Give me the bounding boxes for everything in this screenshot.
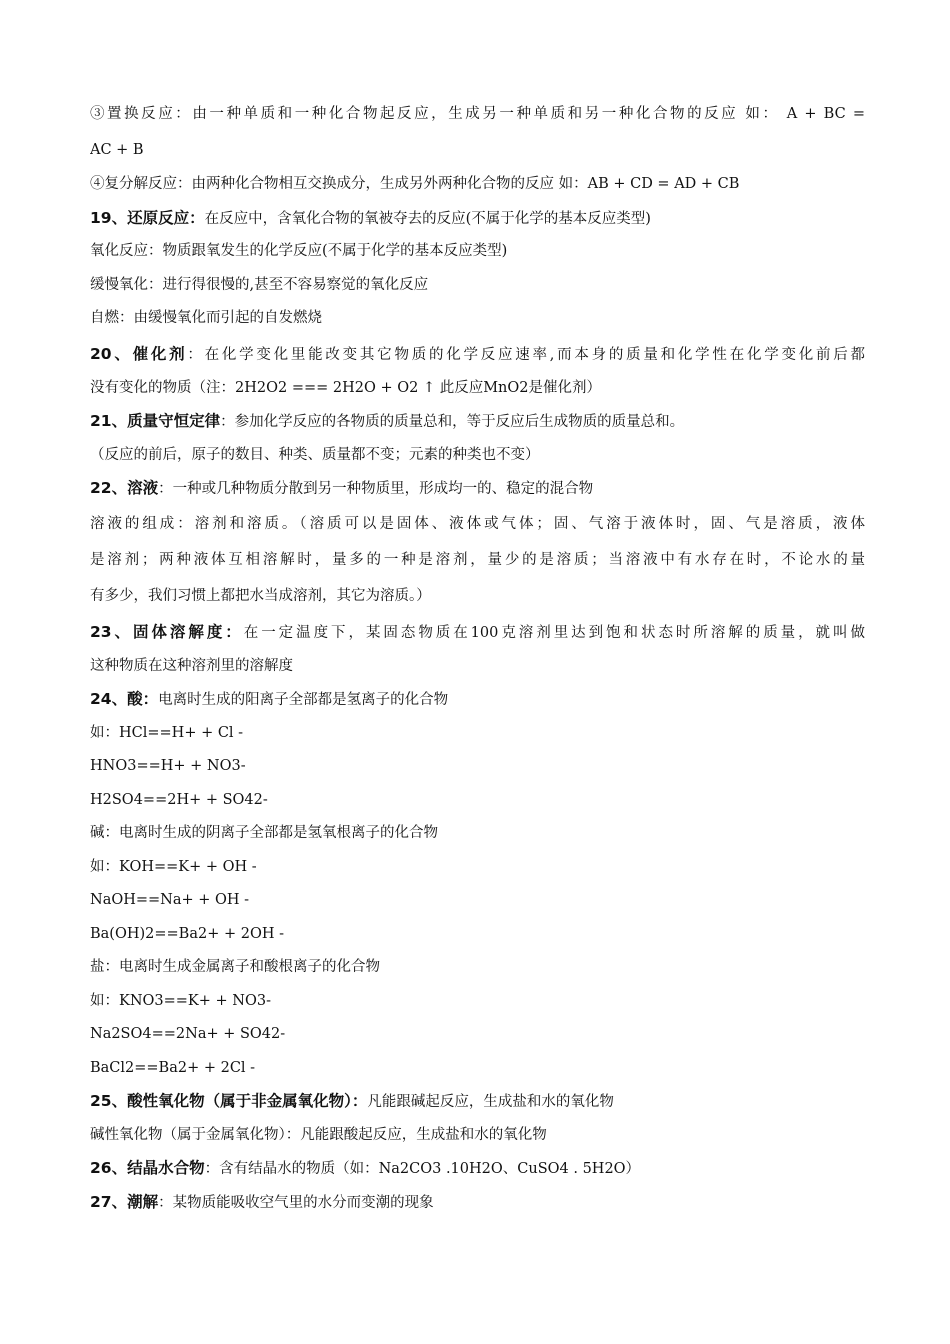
text-line-slow-oxidation: 缓慢氧化：进行得很慢的,甚至不容易察觉的氧化反应 <box>90 276 429 293</box>
text-line-solution-composition: 溶液的组成：溶剂和溶质。（溶质可以是固体、液体或气体；固、气溶于液体时，固、气是溶质，液体 <box>90 515 865 532</box>
heading-27-deliquescence: 27、潮解：某物质能吸收空气里的水分而变潮的现象 <box>90 1192 434 1211</box>
heading-19-reduction: 19、还原反应：在反应中，含氧化合物的氧被夺去的反应(不属于化学的基本反应类型) <box>90 208 651 227</box>
text-line-basic-oxide: 碱性氧化物（属于金属氧化物）：凡能跟酸起反应，生成盐和水的氧化物 <box>90 1126 547 1143</box>
text-line-oxidation: 氧化反应：物质跟氧发生的化学反应(不属于化学的基本反应类型) <box>90 243 508 259</box>
equation-h2so4: H2SO4==2H+ + SO42- <box>90 791 268 808</box>
equation-kno3: 如：KNO3==K+ + NO3- <box>90 992 271 1009</box>
term-label: 19、还原反应： <box>90 208 205 227</box>
equation-hcl: 如：HCl==H+ + Cl - <box>90 724 244 741</box>
term-label: 25、酸性氧化物（属于非金属氧化物）： <box>90 1092 368 1110</box>
term-label: 24、酸： <box>90 690 159 708</box>
heading-25-acidic-oxide: 25、酸性氧化物（属于非金属氧化物）：凡能跟碱起反应，生成盐和水的氧化物 <box>90 1092 614 1110</box>
text-line-double-decomposition: ④复分解反应：由两种化合物相互交换成分，生成另外两种化合物的反应 如：AB + CD = AD + CB <box>90 176 740 192</box>
text-line-base: 碱：电离时生成的阴离子全部都是氢氧根离子的化合物 <box>90 825 438 841</box>
heading-20-catalyst: 20、催化剂：在化学变化里能改变其它物质的化学反应速率,而本身的质量和化学性在化学变化前后都 <box>90 344 865 363</box>
heading-24-acid: 24、酸：电离时生成的阳离子全部都是氢离子的化合物 <box>90 690 449 708</box>
document-page <box>90 96 865 1219</box>
term-label: 27、潮解 <box>90 1192 159 1211</box>
term-label: 26、结晶水合物 <box>90 1159 205 1177</box>
text-line-displacement-reaction: ③置换反应：由一种单质和一种化合物起反应，生成另一种单质和另一种化合物的反应 如： A + BC = <box>90 106 865 122</box>
term-label: 23、固体溶解度： <box>90 622 244 641</box>
heading-23-solubility: 23、固体溶解度：在一定温度下，某固态物质在100克溶剂里达到饱和状态时所溶解的质量，就叫做 <box>90 622 865 641</box>
text-line-catalyst-note: 没有变化的物质（注：2H2O2 === 2H2O + O2 ↑ 此反应MnO2是催化剂） <box>90 379 602 396</box>
heading-22-solution: 22、溶液：一种或几种物质分散到另一种物质里，形成均一的、稳定的混合物 <box>90 479 594 497</box>
heading-21-mass-conservation: 21、质量守恒定律：参加化学反应的各物质的质量总和，等于反应后生成物质的质量总和。 <box>90 412 685 430</box>
equation-koh: 如：KOH==K+ + OH - <box>90 858 257 875</box>
equation-baoh2: Ba(OH)2==Ba2+ + 2OH - <box>90 925 284 942</box>
term-label: 20、催化剂 <box>90 344 188 363</box>
text-line-solubility-cont: 这种物质在这种溶剂里的溶解度 <box>90 657 293 674</box>
text-line-spontaneous-combustion: 自燃：由缓慢氧化而引起的自发燃烧 <box>90 310 322 326</box>
text-line-mass-conservation-note: （反应的前后，原子的数目、种类、质量都不变；元素的种类也不变） <box>90 446 540 463</box>
equation-hno3: HNO3==H+ + NO3- <box>90 758 246 774</box>
text-line-solution-composition-3: 有多少，我们习惯上都把水当成溶剂，其它为溶质。） <box>90 587 431 604</box>
heading-26-hydrate: 26、结晶水合物：含有结晶水的物质（如：Na2CO3 .10H2O、CuSO4 . 5H2O） <box>90 1159 641 1177</box>
text-line-salt: 盐：电离时生成金属离子和酸根离子的化合物 <box>90 959 380 975</box>
equation-naoh: NaOH==Na+ + OH - <box>90 892 250 908</box>
term-label: 21、质量守恒定律 <box>90 412 221 430</box>
equation-na2so4: Na2SO4==2Na+ + SO42- <box>90 1026 286 1042</box>
equation-bacl2: BaCl2==Ba2+ + 2Cl - <box>90 1059 256 1076</box>
text-line-solution-composition-2: 是溶剂；两种液体互相溶解时，量多的一种是溶剂，量少的是溶质；当溶液中有水存在时，不论水的量 <box>90 551 865 568</box>
text-line-displacement-example: AC + B <box>90 142 144 158</box>
term-label: 22、溶液 <box>90 479 159 497</box>
